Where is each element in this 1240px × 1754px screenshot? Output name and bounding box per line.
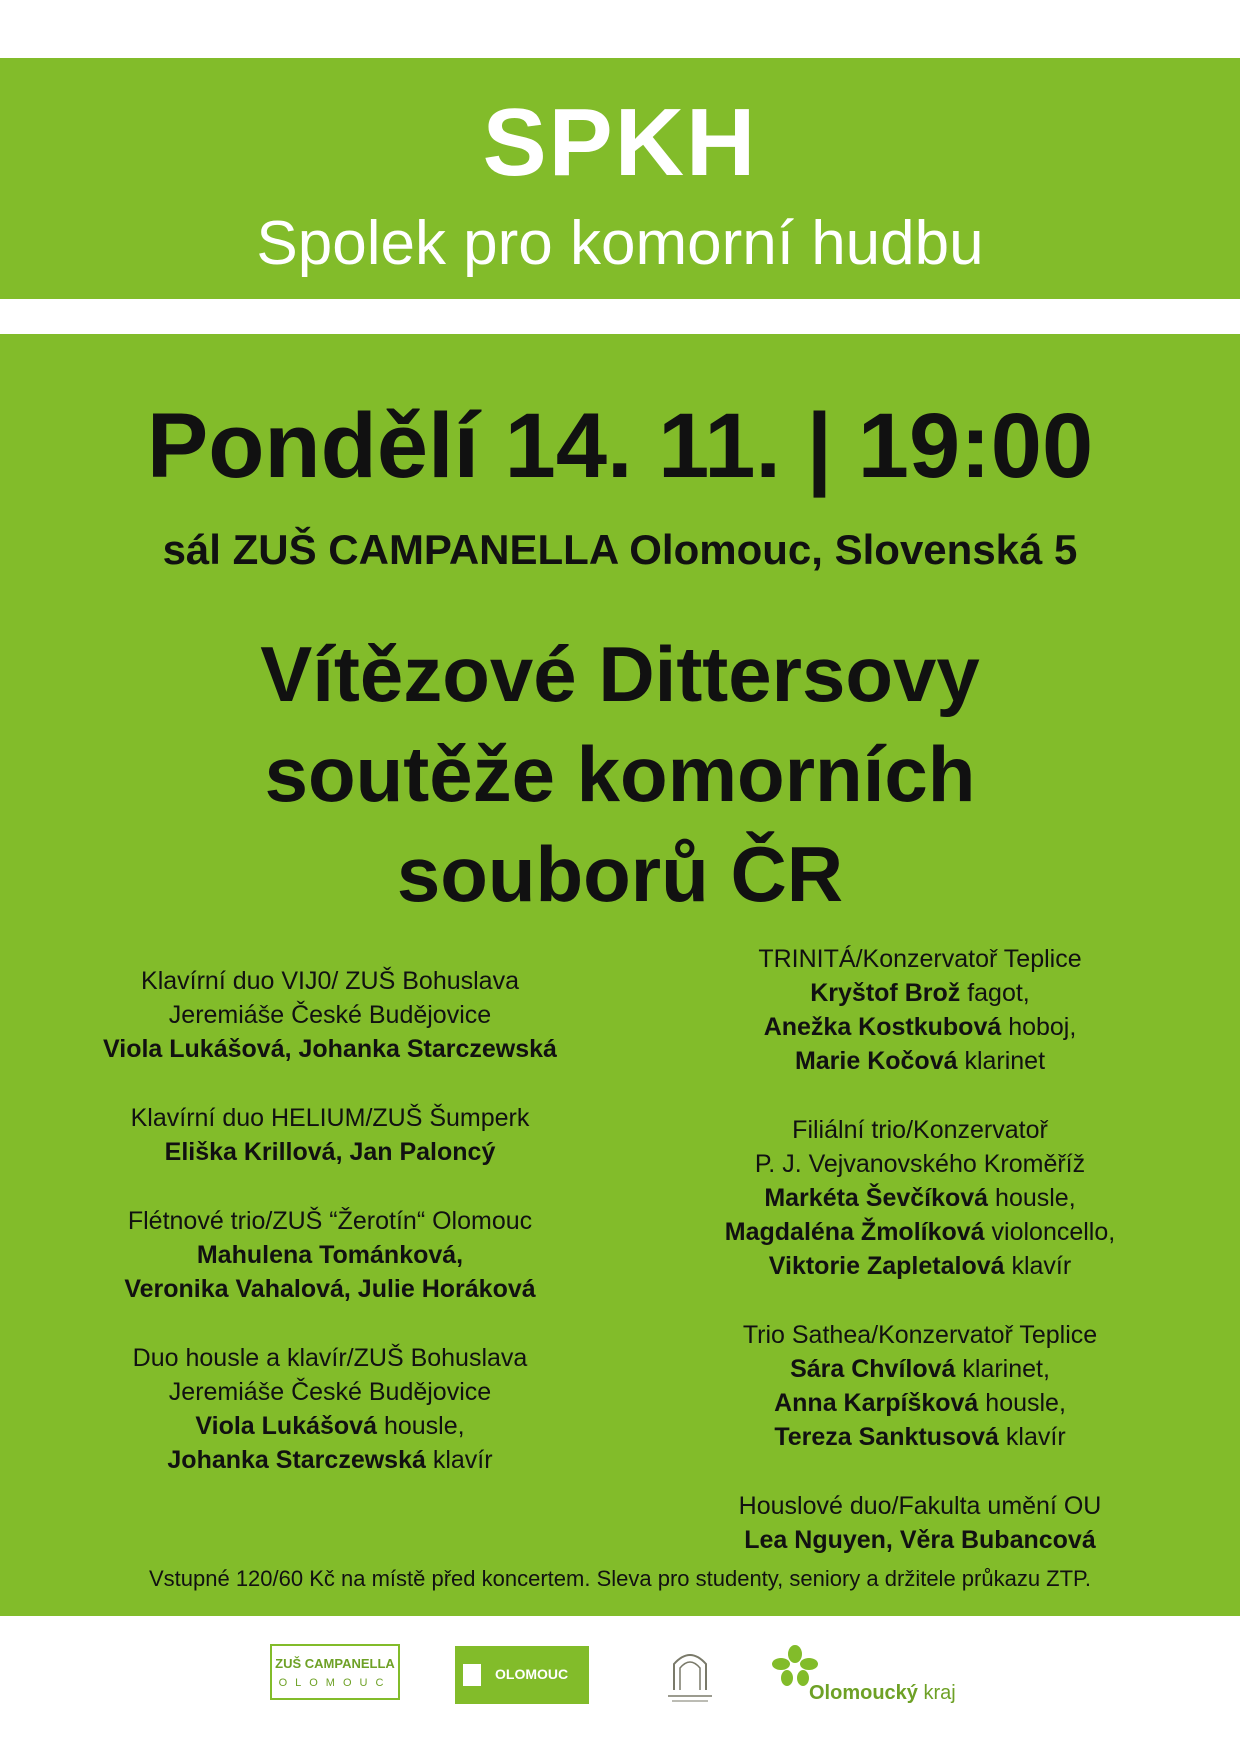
performer-name: Marie Kočová xyxy=(794,1047,958,1075)
ensemble-entry xyxy=(60,964,600,1066)
ensemble-entry xyxy=(640,942,1200,1078)
org-full-name: Spolek pro komorní hudbu xyxy=(256,209,984,278)
performer-name: Anežka Kostkubová xyxy=(763,1013,1002,1041)
library-emblem-icon xyxy=(650,1642,730,1706)
ensemble-entry xyxy=(640,1318,1200,1454)
ensemble-info: klavír xyxy=(998,1423,1066,1451)
ensemble-line xyxy=(60,1375,600,1409)
ensemble-line xyxy=(60,1409,600,1443)
performer-name: Anna Karpíšková xyxy=(774,1389,979,1417)
event-date-time: Pondělí 14. 11. | 19:00 xyxy=(146,395,1094,497)
performer-name: Tereza Sanktusová xyxy=(774,1423,999,1451)
campanella-logo-city: OLOMOUC xyxy=(278,1677,392,1689)
olomoucky-kraj-logo xyxy=(765,1644,975,1710)
ensemble-line xyxy=(640,1113,1200,1147)
header-band xyxy=(0,58,1240,299)
performer-name: Magdaléna Žmolíková xyxy=(724,1218,985,1246)
performer-name: Viola Lukášová xyxy=(195,1412,377,1440)
ensemble-line xyxy=(640,1352,1200,1386)
ensemble-info: Jeremiáše České Budějovice xyxy=(168,1001,492,1029)
ensemble-line xyxy=(60,1204,600,1238)
olomouc-logo-text: OLOMOUC xyxy=(495,1666,569,1682)
org-abbrev: SPKH xyxy=(482,89,758,196)
performer-name: Viola Lukášová, Johanka Starczewská xyxy=(103,1035,557,1063)
ensemble-info: housle, xyxy=(978,1389,1066,1417)
ensemble-line xyxy=(640,942,1200,976)
ensemble-entry xyxy=(640,1489,1200,1557)
ensemble-line xyxy=(640,1215,1200,1249)
main-band xyxy=(0,334,1240,1616)
olomouc-city-logo xyxy=(455,1646,589,1704)
ensemble-line xyxy=(640,1318,1200,1352)
kraj-logo-text xyxy=(809,1682,956,1705)
ensemble-line xyxy=(640,1386,1200,1420)
ensemble-info: hoboj, xyxy=(1001,1013,1077,1041)
ensemble-line xyxy=(640,1181,1200,1215)
ensemble-line xyxy=(640,1147,1200,1181)
ensemble-entry xyxy=(60,1341,600,1477)
ensemble-info: Jeremiáše České Budějovice xyxy=(168,1378,492,1406)
event-title-line: souborů ČR xyxy=(396,830,844,918)
performer-name: Sára Chvílová xyxy=(790,1355,956,1383)
ensemble-info: violoncello, xyxy=(984,1218,1116,1246)
kraj-logo-rest: kraj xyxy=(917,1682,956,1704)
ensemble-line xyxy=(60,1341,600,1375)
ensemble-info: TRINITÁ/Konzervatoř Teplice xyxy=(758,945,1082,973)
campanella-logo-text: ZUŠ CAMPANELLA xyxy=(275,1656,395,1671)
ensemble-line xyxy=(60,964,600,998)
ensemble-entry xyxy=(60,1204,600,1306)
ensemble-line xyxy=(60,1238,600,1272)
ensemble-info: klavír xyxy=(1004,1252,1072,1280)
ensemble-line xyxy=(60,1272,600,1306)
ensemble-info: Klavírní duo HELIUM/ZUŠ Šumperk xyxy=(130,1104,530,1132)
olomouc-logo-mark xyxy=(463,1664,481,1686)
ensemble-info: Duo housle a klavír/ZUŠ Bohuslava xyxy=(132,1344,528,1372)
performer-name: Veronika Vahalová, Julie Horáková xyxy=(124,1275,536,1303)
ensemble-line xyxy=(640,1420,1200,1454)
library-logo xyxy=(650,1642,730,1706)
sponsor-logos xyxy=(0,1616,1240,1754)
ensemble-entry xyxy=(640,1113,1200,1283)
performer-name: Lea Nguyen, Věra Bubancová xyxy=(744,1526,1096,1554)
performer-name: Viktorie Zapletalová xyxy=(768,1252,1005,1280)
ensemble-line xyxy=(60,1101,600,1135)
ensembles-right-column xyxy=(640,942,1200,1592)
performer-name: Markéta Ševčíková xyxy=(764,1184,989,1212)
performer-name: Eliška Krillová, Jan Paloncý xyxy=(164,1138,496,1166)
ensemble-entry xyxy=(60,1101,600,1169)
event-title-line: soutěže komorních xyxy=(264,730,976,818)
ensemble-info: klavír xyxy=(425,1446,493,1474)
ensemble-line xyxy=(640,1010,1200,1044)
event-venue: sál ZUŠ CAMPANELLA Olomouc, Slovenská 5 xyxy=(162,526,1078,573)
ensemble-line xyxy=(640,1249,1200,1283)
ensemble-info: fagot, xyxy=(960,979,1030,1007)
ensemble-info: Flétnové trio/ZUŠ “Žerotín“ Olomouc xyxy=(127,1207,533,1235)
ensemble-line xyxy=(640,976,1200,1010)
ensemble-info: Trio Sathea/Konzervatoř Teplice xyxy=(742,1321,1098,1349)
kraj-logo-bold: Olomoucký xyxy=(809,1682,918,1704)
performer-name: Johanka Starczewská xyxy=(167,1446,426,1474)
ensemble-info: Filiální trio/Konzervatoř xyxy=(792,1116,1048,1144)
ensemble-info: housle, xyxy=(377,1412,465,1440)
ensemble-line xyxy=(60,1032,600,1066)
performer-name: Mahulena Tománková, xyxy=(196,1241,464,1269)
performer-name: Kryštof Brož xyxy=(810,979,961,1007)
ensemble-line xyxy=(640,1044,1200,1078)
ensemble-info: klarinet xyxy=(957,1047,1046,1075)
ensemble-line xyxy=(60,1443,600,1477)
zus-campanella-logo xyxy=(270,1644,400,1700)
ensemble-info: Klavírní duo VIJ0/ ZUŠ Bohuslava xyxy=(141,967,519,995)
ensemble-line xyxy=(60,1135,600,1169)
ensemble-info: klarinet, xyxy=(955,1355,1050,1383)
ensemble-line xyxy=(60,998,600,1032)
ensemble-line xyxy=(640,1489,1200,1523)
ensemble-info: P. J. Vejvanovského Kroměříž xyxy=(754,1150,1086,1178)
ensemble-info: housle, xyxy=(988,1184,1076,1212)
event-title-line: Vítězové Dittersovy xyxy=(260,630,980,718)
admission-note: Vstupné 120/60 Kč na místě před koncertem. Sleva pro studenty, seniory a držitele průkazu ZTP. xyxy=(148,1566,1091,1591)
ensemble-info: Houslové duo/Fakulta umění OU xyxy=(738,1492,1102,1520)
ensembles-left-column xyxy=(60,964,600,1512)
event-title xyxy=(0,624,1240,924)
ensemble-line xyxy=(640,1523,1200,1557)
